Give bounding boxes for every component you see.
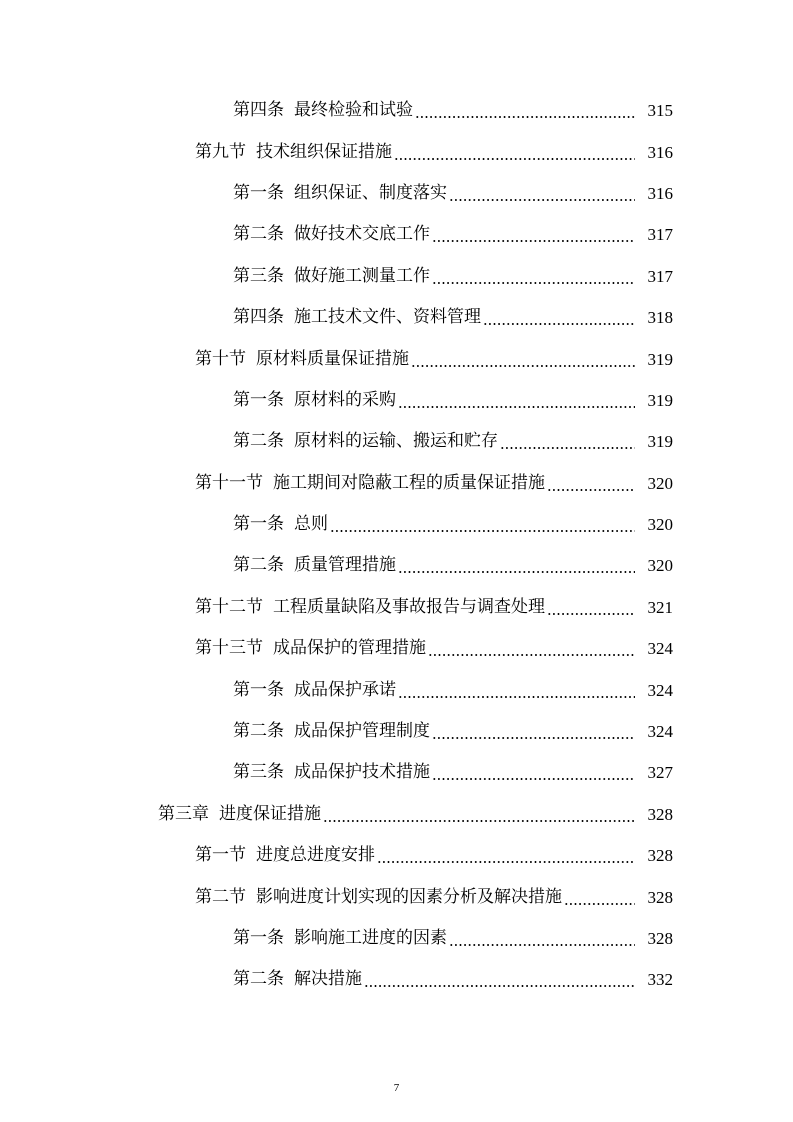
toc-entry-title: 成品保护的管理措施 <box>273 638 426 659</box>
toc-entry[interactable] <box>0 711 793 752</box>
toc-entry-title: 施工技术文件、资料管理 <box>294 307 481 328</box>
toc-dot-leader <box>394 144 635 161</box>
toc-entry-number: 第一节 <box>195 845 246 866</box>
toc-entry-title: 影响施工进度的因素 <box>294 928 447 948</box>
toc-entry-number: 第十二节 <box>195 596 263 617</box>
toc-dot-leader <box>432 723 635 740</box>
toc-entry-page: 321 <box>647 597 673 617</box>
toc-dot-leader <box>432 226 635 243</box>
toc-entry-number: 第二节 <box>195 886 246 907</box>
toc-entry-title: 工程质量缺陷及事故报告与调查处理 <box>273 596 545 617</box>
toc-entry-title: 原材料的采购 <box>294 389 396 410</box>
toc-entry-page: 328 <box>647 887 673 907</box>
toc-entry-page: 324 <box>647 639 673 659</box>
toc-entry-page: 328 <box>647 846 673 866</box>
toc-entry[interactable] <box>0 338 793 379</box>
toc-dot-leader <box>398 392 635 409</box>
toc-entry[interactable] <box>0 256 793 297</box>
toc-entry-page: 327 <box>647 763 673 783</box>
toc-entry-number: 第一条 <box>233 514 284 535</box>
toc-entry-number: 第一条 <box>233 182 284 203</box>
toc-entry-page: 317 <box>647 266 673 286</box>
toc-entry-number: 第三条 <box>233 762 284 783</box>
toc-entry[interactable] <box>0 628 793 669</box>
toc-entry[interactable] <box>0 173 793 214</box>
toc-dot-leader <box>398 557 635 574</box>
toc-entry-number: 第十一节 <box>195 472 263 493</box>
toc-entry-number: 第十三节 <box>195 638 263 659</box>
toc-dot-leader <box>377 847 635 864</box>
toc-entry[interactable] <box>0 90 793 131</box>
toc-dot-leader <box>547 599 635 616</box>
toc-entry-title: 进度总进度安排 <box>256 845 375 866</box>
toc-entry-page: 320 <box>647 473 673 493</box>
toc-entry[interactable] <box>0 959 793 1000</box>
toc-entry-page: 332 <box>647 970 673 990</box>
toc-dot-leader <box>500 433 635 450</box>
toc-entry[interactable] <box>0 587 793 628</box>
toc-entry-title: 进度保证措施 <box>219 803 321 824</box>
toc-entry-page: 324 <box>647 680 673 700</box>
toc-entry-number: 第二条 <box>233 224 284 245</box>
toc-entry-title: 施工期间对隐蔽工程的质量保证措施 <box>273 472 545 493</box>
toc-dot-leader <box>415 102 635 119</box>
toc-entry-page: 319 <box>647 390 673 410</box>
page-footer-number: 7 <box>393 1082 400 1094</box>
toc-entry[interactable] <box>0 752 793 793</box>
toc-dot-leader <box>483 309 635 326</box>
toc-dot-leader <box>323 806 635 823</box>
toc-dot-leader <box>411 351 635 368</box>
toc-entry-page: 316 <box>647 183 673 203</box>
toc-entry-page: 317 <box>647 225 673 245</box>
toc-entry-title: 成品保护管理制度 <box>294 721 430 742</box>
toc-entry[interactable] <box>0 794 793 835</box>
toc-entry-page: 316 <box>647 142 673 162</box>
toc-dot-leader <box>432 764 635 781</box>
toc-entry[interactable] <box>0 297 793 338</box>
toc-entry[interactable] <box>0 835 793 876</box>
toc-entry-page: 324 <box>647 722 673 742</box>
toc-entry-number: 第三章 <box>158 803 209 824</box>
toc-entry-page: 328 <box>647 804 673 824</box>
toc-entry-number: 第二条 <box>233 721 284 742</box>
toc-dot-leader <box>547 475 635 492</box>
toc-entry-title: 总则 <box>294 514 328 535</box>
table-of-contents <box>0 90 793 1001</box>
toc-dot-leader <box>449 930 635 947</box>
toc-entry[interactable] <box>0 380 793 421</box>
toc-entry[interactable] <box>0 214 793 255</box>
toc-entry[interactable] <box>0 421 793 462</box>
toc-entry[interactable] <box>0 131 793 172</box>
toc-entry[interactable] <box>0 463 793 504</box>
toc-entry[interactable] <box>0 918 793 959</box>
toc-entry-number: 第二条 <box>233 969 284 990</box>
toc-entry-number: 第三条 <box>233 265 284 286</box>
toc-entry-page: 320 <box>647 515 673 535</box>
toc-entry[interactable] <box>0 669 793 710</box>
toc-entry-page: 320 <box>647 556 673 576</box>
toc-entry-page: 315 <box>647 101 673 121</box>
toc-entry-title: 原材料的运输、搬运和贮存 <box>294 431 498 452</box>
toc-entry-page: 318 <box>647 308 673 328</box>
toc-entry-number: 第四条 <box>233 307 284 328</box>
toc-dot-leader <box>398 682 635 699</box>
toc-entry-page: 319 <box>647 432 673 452</box>
toc-entry-number: 第一条 <box>233 389 284 410</box>
toc-entry-number: 第一条 <box>233 679 284 700</box>
toc-entry-number: 第二条 <box>233 555 284 576</box>
toc-entry-title: 影响进度计划实现的因素分析及解决措施 <box>256 886 562 907</box>
toc-dot-leader <box>432 268 635 285</box>
toc-entry-number: 第二条 <box>233 431 284 452</box>
toc-entry-title: 原材料质量保证措施 <box>256 348 409 369</box>
toc-dot-leader <box>364 971 635 988</box>
toc-entry-title: 技术组织保证措施 <box>256 141 392 162</box>
toc-entry-title: 解决措施 <box>294 969 362 990</box>
toc-entry-number: 第四条 <box>233 100 284 121</box>
toc-dot-leader <box>564 889 635 906</box>
toc-entry-page: 328 <box>647 929 673 948</box>
toc-entry-title: 成品保护承诺 <box>294 679 396 700</box>
toc-entry-title: 成品保护技术措施 <box>294 762 430 783</box>
toc-dot-leader <box>428 640 635 657</box>
toc-entry-number: 第一条 <box>233 928 284 948</box>
toc-entry-number: 第九节 <box>195 141 246 162</box>
toc-entry-title: 质量管理措施 <box>294 555 396 576</box>
toc-entry-title: 做好技术交底工作 <box>294 224 430 245</box>
toc-entry-page: 319 <box>647 349 673 369</box>
toc-entry[interactable] <box>0 545 793 586</box>
toc-entry[interactable] <box>0 876 793 917</box>
toc-dot-leader <box>330 516 635 533</box>
toc-dot-leader <box>449 185 635 202</box>
toc-entry-title: 组织保证、制度落实 <box>294 182 447 203</box>
toc-entry[interactable] <box>0 504 793 545</box>
toc-entry-title: 最终检验和试验 <box>294 100 413 121</box>
toc-entry-number: 第十节 <box>195 348 246 369</box>
toc-entry-title: 做好施工测量工作 <box>294 265 430 286</box>
